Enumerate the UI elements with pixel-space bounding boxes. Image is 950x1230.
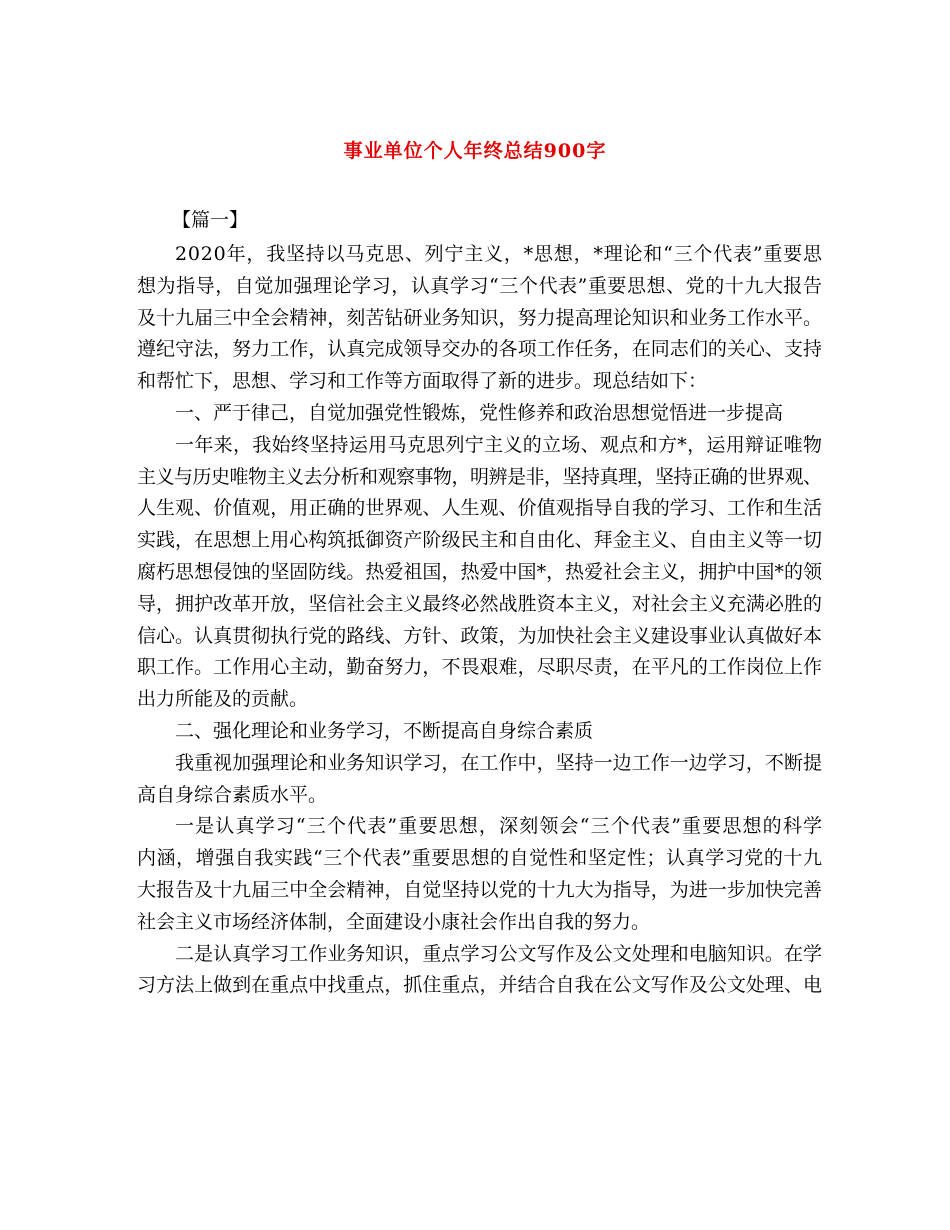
- body-line: 人生观、价值观，用正确的世界观、人生观、价值观指导自我的学习、工作和生活: [137, 497, 823, 519]
- body-line: 高自身综合素质水平。: [137, 784, 328, 806]
- body-line: 一、严于律己，自觉加强党性锻炼，党性修养和政治思想觉悟进一步提高: [175, 402, 784, 424]
- body-line: 出力所能及的贡献。: [137, 688, 309, 710]
- body-line: 习方法上做到在重点中找重点，抓住重点，并结合自我在公文写作及公文处理、电: [137, 974, 823, 996]
- body-line: 遵纪守法，努力工作，认真完成领导交办的各项工作任务，在同志们的关心、支持: [137, 338, 823, 360]
- body-line: 大报告及十九届三中全会精神，自觉坚持以党的十九大为指导，为进一步加快完善: [137, 879, 823, 901]
- body-line: 二、强化理论和业务学习，不断提高自身综合素质: [175, 720, 594, 742]
- body-line: 实践，在思想上用心构筑抵御资产阶级民主和自由化、拜金主义、自由主义等一切: [137, 529, 823, 551]
- body-line: 一年来，我始终坚持运用马克思列宁主义的立场、观点和方*，运用辩证唯物: [175, 434, 823, 456]
- body-line: 一是认真学习“三个代表”重要思想，深刻领会“三个代表”重要思想的科学: [175, 815, 824, 837]
- body-line: 内涵，增强自我实践“三个代表”重要思想的自觉性和坚定性；认真学习党的十九: [137, 847, 823, 869]
- body-line: 和帮忙下，思想、学习和工作等方面取得了新的进步。现总结如下：: [137, 370, 708, 392]
- body-line: 二是认真学习工作业务知识，重点学习公文写作及公文处理和电脑知识。在学: [175, 943, 823, 965]
- document-title: 事业单位个人年终总结900字: [343, 140, 607, 162]
- body-line: 社会主义市场经济体制，全面建设小康社会作出自我的努力。: [137, 911, 651, 933]
- body-line: 我重视加强理论和业务知识学习，在工作中，坚持一边工作一边学习，不断提: [175, 752, 823, 774]
- body-line: 导，拥护改革开放，坚信社会主义最终必然战胜资本主义，对社会主义充满必胜的: [137, 593, 823, 615]
- body-line: 信心。认真贯彻执行党的路线、方针、政策，为加快社会主义建设事业认真做好本: [137, 625, 823, 647]
- body-line: 主义与历史唯物主义去分析和观察事物，明辨是非，坚持真理，坚持正确的世界观、: [137, 466, 822, 488]
- body-line: 2020年，我坚持以马克思、列宁主义，*思想，*理论和“三个代表”重要思: [175, 243, 823, 265]
- body-line: 想为指导，自觉加强理论学习，认真学习“三个代表”重要思想、党的十九大报告: [137, 275, 823, 297]
- body-line: 腐朽思想侵蚀的坚固防线。热爱祖国，热爱中国*，热爱社会主义，拥护中国*的领: [137, 561, 823, 583]
- section-label: 【篇一】: [172, 209, 249, 231]
- body-line: 职工作。工作用心主动，勤奋努力，不畏艰难，尽职尽责，在平凡的工作岗位上作: [137, 656, 823, 678]
- body-line: 及十九届三中全会精神，刻苦钻研业务知识，努力提高理论知识和业务工作水平。: [137, 307, 823, 329]
